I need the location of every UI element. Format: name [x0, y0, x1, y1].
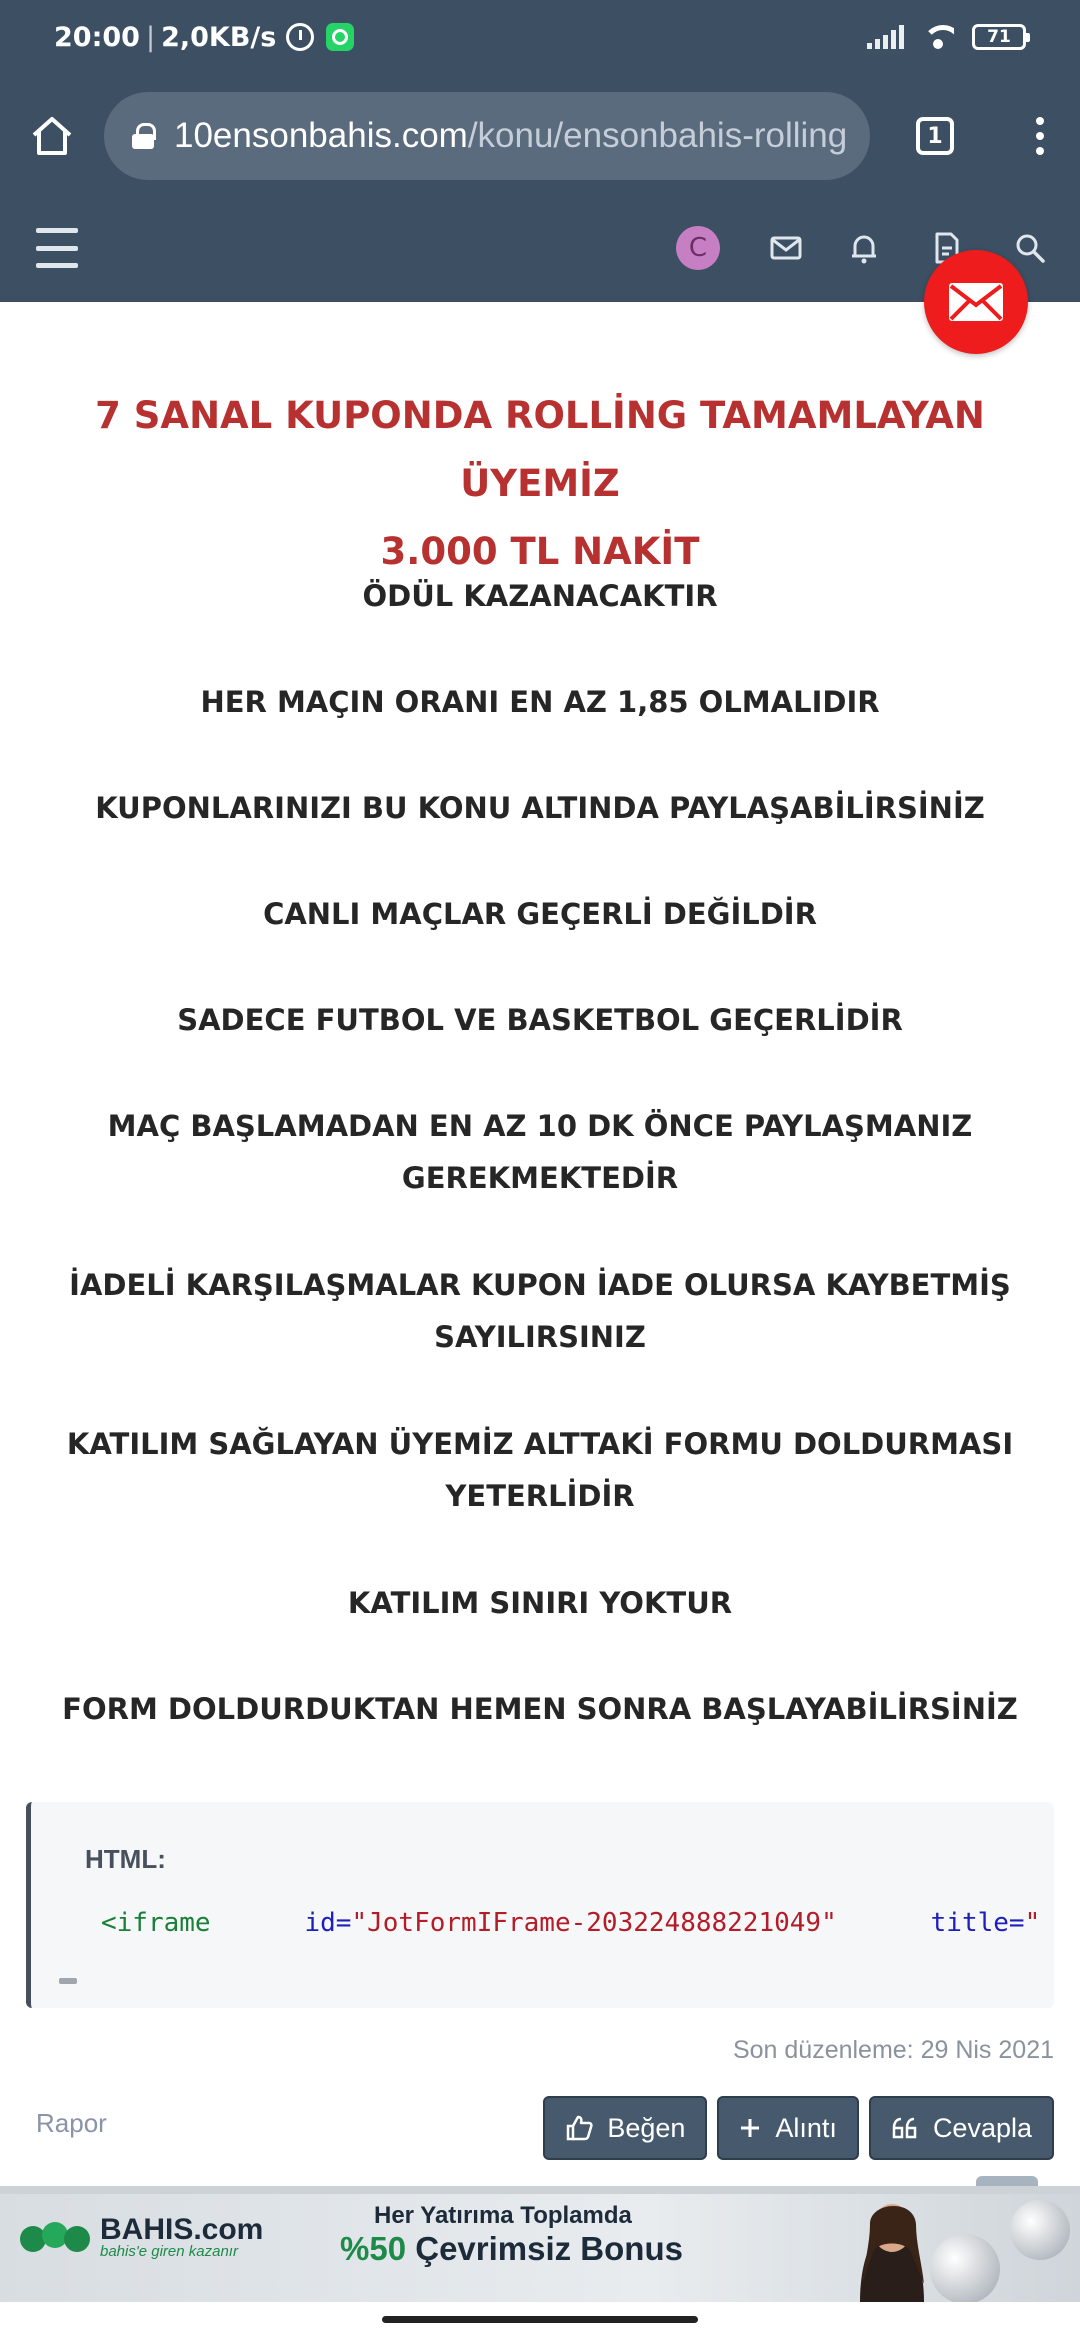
code-line [101, 1908, 1040, 1938]
dot-icon [1036, 132, 1044, 140]
plus-icon [739, 2117, 761, 2139]
ad-line1: Her Yatırıma Toplamda [374, 2202, 632, 2229]
ad-text [340, 2202, 683, 2268]
code-expand-handle[interactable] [59, 1978, 77, 1984]
last-edited: Son düzenleme: 29 Nis 2021 [732, 2036, 1054, 2064]
dot-icon [1036, 147, 1044, 155]
ad-ball-image [930, 2234, 1000, 2302]
rule-line: HER MAÇIN ORANI EN AZ 1,85 OLMALIDIR [200, 685, 880, 719]
ad-bonus-text: Çevrimsiz Bonus [406, 2230, 683, 2267]
lock-icon [132, 123, 154, 149]
rule-line: CANLI MAÇLAR GEÇERLİ DEĞİLDİR [263, 897, 817, 931]
quote-label: Alıntı [775, 2112, 837, 2143]
post-title-line: 7 SANAL KUPONDA ROLLİNG TAMAMLAYAN ÜYEMİZ [95, 394, 985, 505]
alarm-icon [286, 23, 314, 51]
ad-logo-mark-icon [20, 2220, 92, 2256]
home-icon [31, 116, 73, 156]
post-title [20, 382, 1060, 586]
url-path: /konu/ensonbahis-rolling [467, 116, 848, 155]
rule-line: KUPONLARINIZI BU KONU ALTINDA PAYLAŞABİLİRSİNİZ [95, 791, 985, 825]
rule-line: KATILIM SAĞLAYAN ÜYEMİZ ALTTAKİ FORMU DOLDURMASI [66, 1427, 1014, 1461]
tab-count: 1 [916, 117, 954, 155]
site-header [0, 198, 1080, 302]
like-label: Beğen [607, 2112, 686, 2143]
rule-line: İADELİ KARŞILAŞMALAR KUPON İADE OLURSA KAYBETMİŞ [69, 1268, 1011, 1302]
rule-line: ÖDÜL KAZANACAKTIR [362, 579, 718, 613]
rule-line: YETERLİDİR [445, 1479, 635, 1513]
code-attr: id= [304, 1908, 352, 1938]
status-separator: | [145, 21, 156, 53]
post-title-line: 3.000 TL NAKİT [380, 530, 700, 573]
ad-brand-name: BAHIS.com [100, 2213, 264, 2246]
avatar-letter: C [688, 233, 708, 263]
status-bar [0, 0, 1080, 74]
url-host: 10ensonbahis.com [174, 116, 468, 155]
rule-line: SADECE FUTBOL VE BASKETBOL GEÇERLİDİR [177, 1003, 903, 1037]
code-string: "JotFormIFrame-203224888221049" [351, 1908, 837, 1938]
rule-line: SAYILIRSINIZ [434, 1320, 646, 1354]
reply-label: Cevapla [932, 2112, 1032, 2143]
code-block[interactable] [26, 1802, 1054, 2008]
browser-toolbar [0, 74, 1080, 198]
status-net-speed: 2,0KB/s [161, 21, 277, 53]
avatar[interactable] [676, 226, 720, 270]
battery-icon [972, 24, 1026, 50]
reply-button[interactable] [869, 2096, 1054, 2160]
ad-banner[interactable] [0, 2186, 1080, 2302]
menu-icon[interactable] [36, 228, 78, 268]
home-button[interactable] [0, 74, 104, 198]
whatsapp-icon [326, 23, 354, 51]
code-attr: title= [930, 1908, 1025, 1938]
rule-line: MAÇ BAŞLAMADAN EN AZ 10 DK ÖNCE PAYLAŞMANIZ [107, 1109, 973, 1143]
thumbs-up-icon [565, 2114, 593, 2142]
wifi-icon [922, 25, 954, 49]
post-actions [543, 2096, 1054, 2160]
gesture-nav-bar[interactable] [382, 2316, 698, 2323]
battery-level: 71 [987, 27, 1011, 47]
ad-brand [100, 2213, 264, 2260]
quote-icon [891, 2116, 919, 2140]
signal-icon [867, 25, 904, 49]
code-tag: <iframe [101, 1908, 211, 1938]
ad-percent: %50 [340, 2230, 407, 2267]
dot-icon [1036, 117, 1044, 125]
tab-switcher-button[interactable] [870, 74, 1000, 198]
contact-fab-button[interactable] [924, 250, 1028, 354]
ad-tagline: bahis'e giren kazanır [100, 2243, 238, 2260]
code-label: HTML: [85, 1844, 166, 1874]
status-time: 20:00 [54, 21, 140, 53]
ad-ball-image [1010, 2200, 1070, 2260]
bell-icon[interactable] [844, 228, 884, 268]
rule-line: KATILIM SINIRI YOKTUR [347, 1586, 733, 1620]
url-text [174, 116, 847, 156]
address-bar[interactable] [104, 92, 870, 180]
browser-menu-button[interactable] [1000, 74, 1080, 198]
like-button[interactable] [543, 2096, 707, 2160]
rule-line: FORM DOLDURDUKTAN HEMEN SONRA BAŞLAYABİLİRSİNİZ [62, 1692, 1018, 1726]
envelope-icon [949, 283, 1003, 321]
search-icon[interactable] [1010, 228, 1050, 268]
code-string: " [1024, 1908, 1041, 1938]
report-link[interactable]: Rapor [36, 2108, 107, 2138]
ad-logo [20, 2213, 264, 2260]
rule-line: GEREKMEKTEDİR [401, 1161, 679, 1195]
quote-button[interactable] [717, 2096, 859, 2160]
ad-line2 [340, 2230, 683, 2268]
inbox-icon[interactable] [766, 228, 806, 268]
